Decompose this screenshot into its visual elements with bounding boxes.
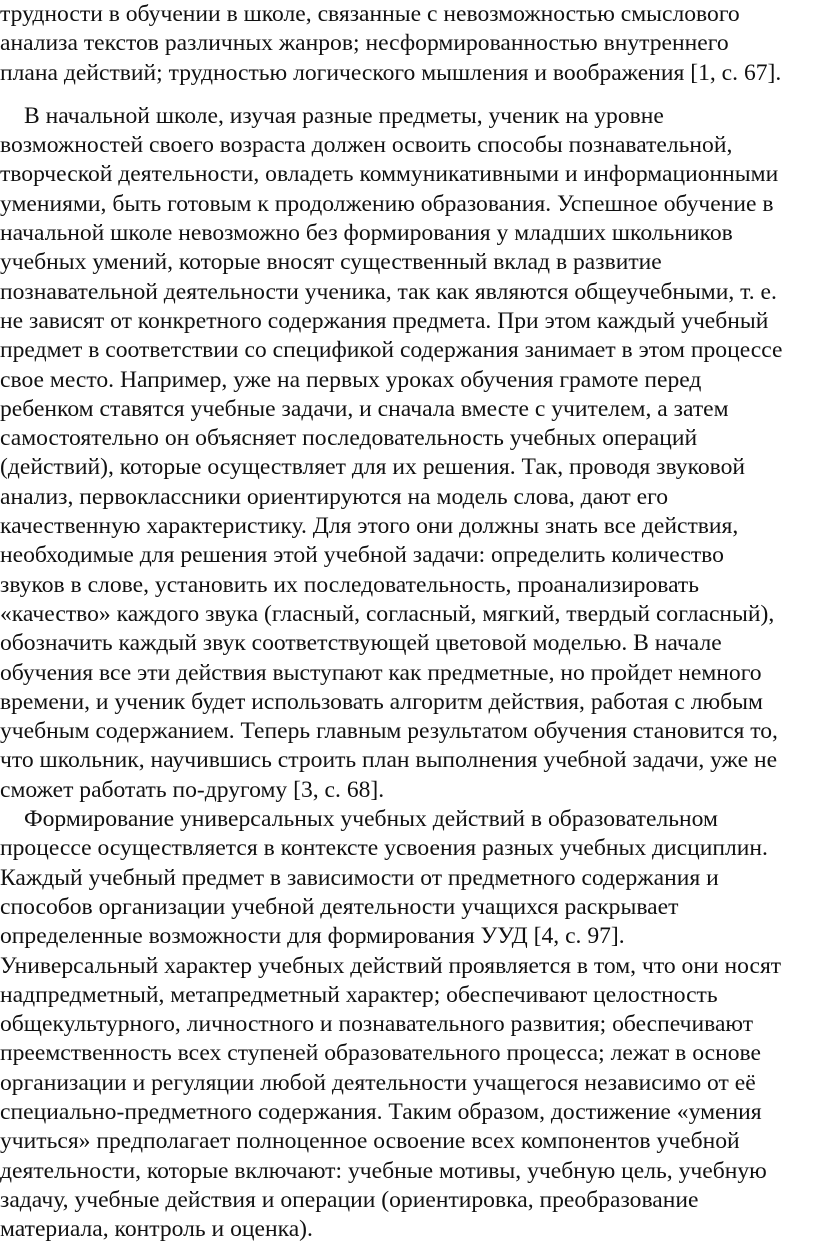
text-line: обучения все эти действия выступают как предметные, но пройдет немного (0, 659, 762, 686)
text-line: творческой деятельности, овладеть коммуникативными и информационными (0, 161, 779, 188)
text-line: необходимые для решения этой учебной задачи: определить количество (0, 542, 724, 569)
text-line: звуков в слове, установить их последовательность, проанализировать (0, 571, 699, 598)
text-line: ребенком ставятся учебные задачи, и сначала вместе с учителем, а затем (0, 395, 729, 422)
text-line: анализ, первоклассники ориентируются на модель слова, дают его (0, 483, 668, 510)
text-line: надпредметный, метапредметный характер; обеспечивают целостность (0, 981, 718, 1008)
text-line: не зависят от конкретного содержания предмета. При этом каждый учебный (0, 307, 769, 334)
text-line: способов организации учебной деятельности учащихся раскрывает (0, 893, 679, 920)
paragraph-1 (0, 0, 816, 88)
text-line: начальной школе невозможно без формирования у младших школьников (0, 220, 733, 247)
text-line: учебным содержанием. Теперь главным результатом обучения становится то, (0, 718, 778, 745)
text-line: сможет работать по-другому [3, с. 68]. (0, 776, 385, 803)
text-line: обозначить каждый звук соответствующей цветовой моделью. В начале (0, 630, 722, 657)
text-line: Каждый учебный предмет в зависимости от предметного содержания и (0, 864, 719, 891)
text-line: задачу, учебные действия и операции (ориентировка, преобразование (0, 1186, 699, 1213)
text-line: возможностей своего возраста должен освоить способы познавательной, (0, 132, 733, 159)
paragraph-2 (0, 102, 816, 805)
text-line: организации и регуляции любой деятельности учащегося независимо от её (0, 1069, 756, 1096)
text-line: деятельности, которые включают: учебные мотивы, учебную цель, учебную (0, 1157, 767, 1184)
text-line: самостоятельно он объясняет последовательность учебных операций (0, 425, 698, 452)
paragraph-3 (0, 805, 816, 1244)
text-line: познавательной деятельности ученика, так как являются общеучебными, т. е. (0, 278, 777, 305)
text-line: времени, и ученик будет использовать алгоритм действия, работая с любым (0, 688, 763, 715)
text-line: (действий), которые осуществляет для их решения. Так, проводя звуковой (0, 454, 746, 481)
text-line: анализа текстов различных жанров; несформированностью внутреннего (0, 30, 729, 57)
text-line: учебных умений, которые вносят существенный вклад в развитие (0, 249, 662, 276)
text-line: «качество» каждого звука (гласный, согласный, мягкий, твердый согласный), (0, 600, 775, 627)
text-line: Формирование универсальных учебных действий в образовательном (24, 806, 718, 833)
text-line: трудности в обучении в школе, связанные с невозможностью смыслового (0, 1, 740, 27)
text-line: определенные возможности для формирования УУД [4, с. 97]. (0, 923, 625, 950)
text-line: умениями, быть готовым к продолжению образования. Успешное обучение в (0, 190, 774, 217)
text-line: материала, контроль и оценка). (0, 1216, 313, 1243)
text-line: свое место. Например, уже на первых уроках обучения грамоте перед (0, 366, 702, 393)
text-line: Универсальный характер учебных действий проявляется в том, что они носят (0, 952, 782, 979)
text-line: предмет в соответствии со спецификой содержания занимает в этом процессе (0, 337, 783, 364)
text-line: процессе осуществляется в контексте усвоения разных учебных дисциплин. (0, 835, 768, 862)
text-line: что школьник, научившись строить план выполнения учебной задачи, уже не (0, 747, 778, 774)
text-line: преемственность всех ступеней образовательного процесса; лежат в основе (0, 1040, 761, 1067)
text-line: качественную характеристику. Для этого они должны знать все действия, (0, 513, 739, 540)
text-line: специально-предметного содержания. Таким образом, достижение «умения (0, 1098, 762, 1125)
paragraph-spacer (0, 88, 816, 102)
text-line: учиться» предполагает полноценное освоение всех компонентов учебной (0, 1128, 740, 1155)
text-line: общекультурного, личностного и познавательного развития; обеспечивают (0, 1011, 754, 1038)
text-line: В начальной школе, изучая разные предметы, ученик на уровне (24, 102, 664, 129)
text-line: плана действий; трудностью логического мышления и воображения [1, с. 67]. (0, 59, 782, 86)
